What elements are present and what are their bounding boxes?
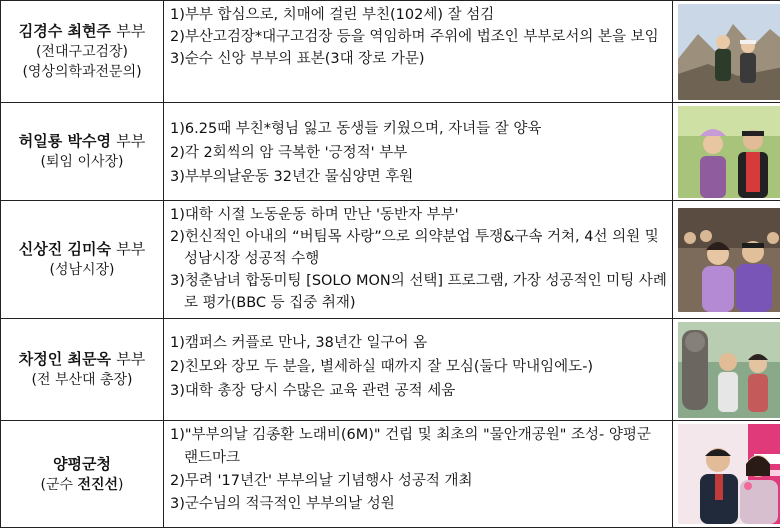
list-item: 3)청춘남녀 합동미팅 [SOLO MON의 선택] 프로그램, 가장 성공적인 미팅 사례로 평가(BBC 등 집중 취재) [170,273,667,311]
name-text: 김경수 최현주 [18,22,111,40]
description-cell [164,103,673,201]
list-item: 2)각 2회씩의 암 극복한 '긍정적' 부부 [170,145,408,161]
name-suffix: 부부 [116,240,146,258]
couple-name [1,21,163,42]
couple-title: (전대구고검장) [35,44,129,60]
list-item: 3)순수 신앙 부부의 표본(3대 장로 가문) [170,51,425,67]
couple-photo-2 [678,106,780,198]
table-row [1,319,780,421]
table-row [1,1,780,103]
description-cell [164,1,673,103]
title-name: 전진선 [77,476,119,493]
list-item: 3)군수님의 적극적인 부부의날 성원 [170,496,395,512]
title-prefix: (군수 [40,476,78,493]
list-item: 2)친모와 장모 두 분을, 별세하실 때까지 잘 모심(둘다 막내임에도-) [170,359,594,375]
name-cell [1,421,164,528]
table-row [1,421,780,528]
list-item: 3)부부의날운동 32년간 물심양면 후원 [170,169,414,185]
couple-title: (성남시장) [49,262,115,278]
name-text: 허일룡 박수영 [18,132,111,150]
description-cell [164,319,673,421]
description-cell [164,421,673,528]
name-cell [1,1,164,103]
photo-cell [673,319,780,421]
list-item: 2)헌신적인 아내의 “버팀목 사랑”으로 의약분업 투쟁&구속 거쳐, 4선 의원 및 성남시장 성공적 수행 [170,229,659,267]
list-item: 1)대학 시절 노동운동 하며 만난 '동반자 부부' [170,207,459,223]
couple-photo-5 [678,424,780,524]
name-text: 차정인 최문옥 [18,350,111,368]
list-item: 1)"부부의날 김종환 노래비(6M)" 건립 및 최초의 "물안개공원" 조성- 양평군 랜드마크 [170,427,651,466]
couple-title: (전 부산대 총장) [31,372,133,388]
couple-name [1,239,163,260]
list-item: 3)대학 총장 당시 수많은 교육 관련 공적 세움 [170,383,456,399]
photo-cell [673,421,780,528]
description-cell [164,201,673,319]
couple-name: 양평군청 [53,454,111,473]
list-item: 1)부부 합심으로, 치매에 걸린 부친(102세) 잘 섬김 [170,7,495,23]
name-text: 신상진 김미숙 [18,240,111,258]
name-cell [1,319,164,421]
couple-title: (퇴임 이사장) [40,154,124,170]
list-item: 1)6.25때 부친*형님 잃고 동생들 키웠으며, 자녀들 잘 양육 [170,121,542,137]
photo-cell [673,201,780,319]
name-cell [1,103,164,201]
name-suffix: 부부 [116,132,146,150]
name-suffix: 부부 [116,22,146,40]
couple-title [1,475,163,495]
list-item: 2)부산고검장*대구고검장 등을 역임하며 주위에 법조인 부부로서의 본을 보임 [170,29,659,45]
table-row [1,201,780,319]
couple-name [1,349,163,370]
couple-title-2: (영상의학과전문의) [22,64,142,80]
photo-cell [673,1,780,103]
couple-name [1,131,163,152]
title-suffix: ) [118,476,124,493]
name-suffix: 부부 [116,350,146,368]
list-item: 1)캠퍼스 커플로 만나, 38년간 일구어 옴 [170,335,428,351]
photo-cell [673,103,780,201]
couple-photo-1 [678,4,780,100]
list-item: 2)무려 '17년간' 부부의날 기념행사 성공적 개최 [170,473,473,489]
couple-photo-4 [678,322,780,418]
name-cell [1,201,164,319]
couple-photo-3 [678,208,780,312]
table-row [1,103,780,201]
